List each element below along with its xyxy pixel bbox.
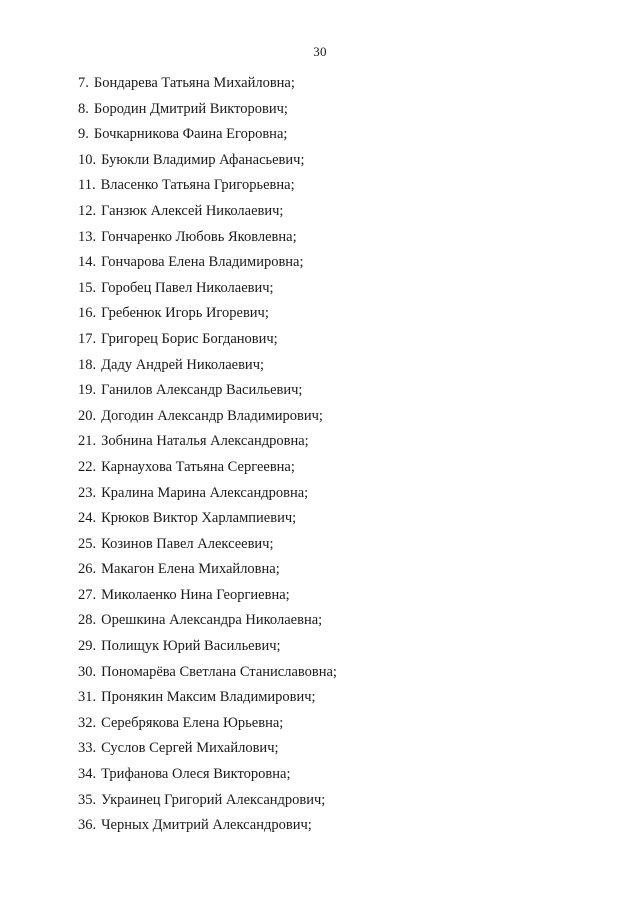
item-number: 15. (78, 279, 97, 296)
list-item (78, 685, 337, 711)
list-item (78, 429, 337, 455)
item-number: 35. (78, 791, 97, 808)
list-item (78, 97, 337, 123)
list-item (78, 122, 337, 148)
item-text: Бородин Дмитрий Викторович; (93, 100, 288, 117)
page-number: 30 (313, 44, 327, 59)
item-text: Черных Дмитрий Александрович; (101, 817, 312, 834)
item-text: Горобец Павел Николаевич; (101, 279, 274, 296)
item-text: Бочкарникова Фаина Егоровна; (93, 126, 288, 143)
item-text: Трифанова Олеся Викторовна; (101, 766, 291, 783)
item-number: 11. (78, 177, 96, 194)
item-text: Полищук Юрий Васильевич; (101, 638, 281, 655)
list-item (78, 71, 337, 97)
item-text: Орешкина Александра Николаевна; (101, 612, 323, 629)
list-item (78, 199, 337, 225)
item-text: Бондарева Татьяна Михайловна; (93, 75, 295, 91)
name-list (78, 71, 337, 839)
item-number: 8. (78, 100, 89, 117)
item-text: Гончарова Елена Владимировна; (101, 254, 304, 271)
item-text: Пономарёва Светлана Станиславовна; (101, 663, 337, 680)
list-item (78, 506, 337, 532)
item-number: 10. (78, 151, 97, 168)
list-item (78, 813, 337, 839)
item-text: Украинец Григорий Александрович; (101, 791, 326, 808)
list-item (78, 327, 337, 353)
list-item (78, 404, 337, 430)
item-text: Пронякин Максим Владимирович; (101, 689, 316, 706)
item-number: 16. (78, 305, 97, 322)
item-number: 34. (78, 766, 97, 783)
item-text: Гончаренко Любовь Яковлевна; (101, 228, 297, 245)
item-text: Ганилов Александр Васильевич; (101, 382, 303, 399)
list-item (78, 301, 337, 327)
item-text: Миколаенко Нина Георгиевна; (101, 586, 290, 603)
item-number: 28. (78, 612, 97, 629)
item-number: 14. (78, 254, 97, 271)
item-number: 33. (78, 740, 97, 757)
item-number: 32. (78, 714, 97, 731)
list-item (78, 353, 337, 379)
list-item (78, 455, 337, 481)
item-text: Козинов Павел Алексеевич; (101, 535, 274, 552)
list-item (78, 711, 337, 737)
item-number: 19. (78, 382, 97, 399)
list-item (78, 608, 337, 634)
list-item (78, 634, 337, 660)
item-text: Даду Андрей Николаевич; (101, 356, 265, 373)
list-item (78, 378, 337, 404)
item-number: 7. (78, 75, 89, 91)
list-item (78, 481, 337, 507)
item-number: 17. (78, 330, 97, 347)
list-item (78, 762, 337, 788)
item-number: 12. (78, 202, 97, 219)
list-item (78, 660, 337, 686)
item-number: 25. (78, 535, 97, 552)
item-number: 27. (78, 586, 97, 603)
item-number: 24. (78, 510, 97, 527)
item-number: 13. (78, 228, 97, 245)
item-number: 18. (78, 356, 97, 373)
list-item (78, 583, 337, 609)
item-number: 31. (78, 689, 97, 706)
item-text: Крюков Виктор Харлампиевич; (101, 510, 297, 527)
item-number: 9. (78, 126, 89, 143)
item-text: Буюкли Владимир Афанасьевич; (101, 151, 305, 168)
item-text: Зобнина Наталья Александровна; (101, 433, 309, 450)
item-text: Григорец Борис Богданович; (101, 330, 278, 347)
item-text: Ганзюк Алексей Николаевич; (101, 202, 284, 219)
item-number: 29. (78, 638, 97, 655)
item-number: 30. (78, 663, 97, 680)
item-text: Гребенюк Игорь Игоревич; (101, 305, 269, 322)
list-item (78, 276, 337, 302)
list-item (78, 225, 337, 251)
item-text: Карнаухова Татьяна Сергеевна; (101, 458, 295, 475)
item-text: Суслов Сергей Михайлович; (101, 740, 279, 757)
list-item (78, 736, 337, 762)
item-text: Власенко Татьяна Григорьевна; (100, 177, 295, 194)
list-item (78, 148, 337, 174)
item-number: 20. (78, 407, 97, 424)
item-number: 22. (78, 458, 97, 475)
item-number: 21. (78, 433, 97, 450)
list-item (78, 250, 337, 276)
item-number: 26. (78, 561, 97, 578)
list-item (78, 557, 337, 583)
list-item (78, 788, 337, 814)
list-item (78, 532, 337, 558)
item-number: 23. (78, 484, 97, 501)
list-item (78, 173, 337, 199)
item-text: Макагон Елена Михайловна; (101, 561, 280, 578)
item-number: 36. (78, 817, 97, 834)
item-text: Кралина Марина Александровна; (101, 484, 309, 501)
item-text: Догодин Александр Владимирович; (101, 407, 323, 424)
item-text: Серебрякова Елена Юрьевна; (101, 714, 284, 731)
